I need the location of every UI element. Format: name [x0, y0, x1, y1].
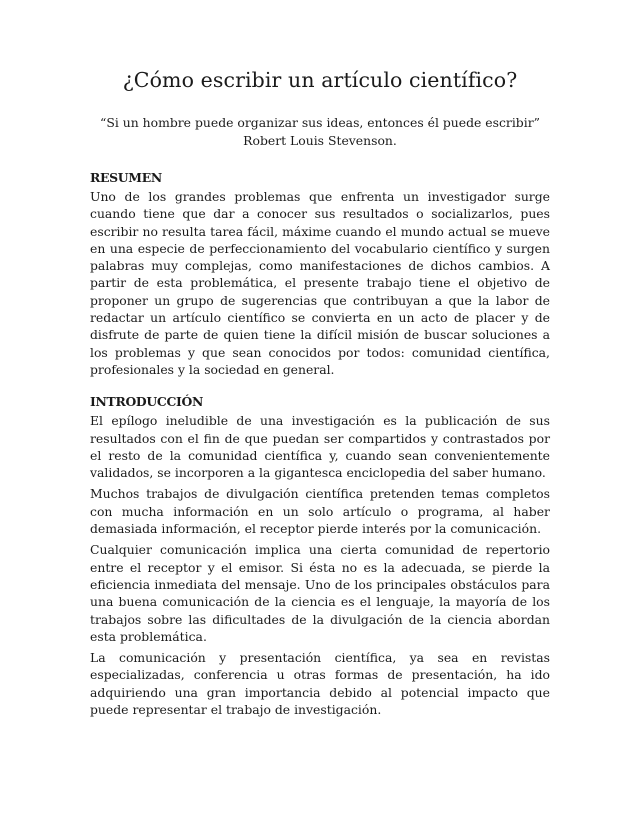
section-resumen	[90, 170, 550, 378]
paragraph: La comunicación y presentación científica, ya sea en revistas especializadas, conferencia u otras formas de presentación, ha ido adquiriendo una gran importancia debido al potencial impacto que puede representar el trabajo de investigación.	[90, 650, 550, 718]
paragraph: Cualquier comunicación implica una cierta comunidad de repertorio entre el receptor y el emisor. Si ésta no es la adecuada, se pierde la eficiencia inmediata del mensaje. Uno de los principales obstáculos para una buena comunicación de la ciencia es el lenguaje, la mayoría de los trabajos sobre las dificultades de la divulgación de la ciencia abordan esta problemática.	[90, 542, 550, 644]
document-page	[90, 68, 550, 734]
section-introduccion	[90, 394, 550, 718]
epigraph-author: Robert Louis Stevenson.	[243, 133, 397, 148]
epigraph-quote: “Si un hombre puede organizar sus ideas, entonces él puede escribir”	[100, 115, 540, 130]
paragraph: Uno de los grandes problemas que enfrenta un investigador surge cuando tiene que dar a conocer sus resultados o socializarlos, pues escribir no resulta tarea fácil, máxime cuando el mundo actual se mueve en una especie de perfeccionamiento del vocabulario científico y surgen palabras muy complejas, como manifestaciones de dichos cambios. A partir de esta problemática, el presente trabajo tiene el objetivo de proponer un grupo de sugerencias que contribuyan a que la labor de redactar un artículo científico se convierta en un acto de placer y de disfrute de parte de quien tiene la difícil misión de buscar soluciones a los problemas y que sean conocidos por todos: comunidad científica, profesionales y la sociedad en general.	[90, 189, 550, 377]
paragraph: Muchos trabajos de divulgación científica pretenden temas completos con mucha información en un solo artículo o programa, al haber demasiada información, el receptor pierde interés por la comunicación.	[90, 486, 550, 537]
section-heading-resumen: RESUMEN	[90, 170, 162, 185]
document-title: ¿Cómo escribir un artículo científico?	[122, 68, 518, 92]
epigraph	[84, 114, 556, 150]
paragraph: El epílogo ineludible de una investigación es la publicación de sus resultados con el fin de que puedan ser compartidos y contrastados por el resto de la comunidad científica y, cuando sean convenientemente validados, se incorporen a la gigantesca enciclopedia del saber humano.	[90, 413, 550, 481]
section-heading-introduccion: INTRODUCCIÓN	[90, 394, 204, 410]
